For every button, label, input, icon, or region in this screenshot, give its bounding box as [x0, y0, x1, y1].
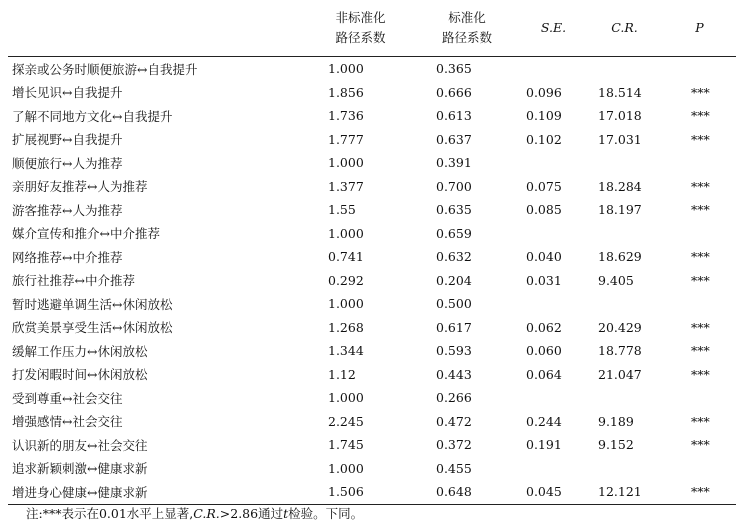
- cell-standardized: 0.372: [436, 437, 472, 453]
- header-standardized-line1: 标准化: [448, 10, 486, 25]
- cell-standardized: 0.266: [436, 390, 472, 406]
- cell-item: 打发闲暇时间↔休闲放松: [12, 367, 148, 383]
- cell-unstandardized: 1.000: [328, 155, 364, 171]
- cell-se: [521, 57, 586, 81]
- cell-cr: [586, 222, 663, 246]
- cell-standardized: 0.204: [436, 272, 472, 288]
- cell-se: 0.040: [526, 249, 562, 265]
- cell-se: 0.191: [526, 437, 562, 453]
- cell-standardized: 0.593: [436, 343, 472, 359]
- cell-item: 缓解工作压力↔休闲放松: [12, 343, 148, 359]
- cell-p: ***: [691, 343, 710, 359]
- cell-cr: 18.629: [598, 249, 642, 265]
- cell-unstandardized: 1.000: [328, 61, 364, 77]
- cell-p: [663, 57, 736, 81]
- table-note: [26, 504, 363, 522]
- table-row: [8, 104, 736, 128]
- cell-p: [663, 386, 736, 410]
- cell-unstandardized: 1.377: [328, 178, 364, 194]
- cell-standardized: 0.472: [436, 413, 472, 429]
- table-row: [8, 245, 736, 269]
- header-item: [8, 0, 308, 57]
- cell-item: 增强感情↔社会交往: [12, 414, 123, 430]
- table-row: [8, 433, 736, 457]
- cell-cr: 18.778: [598, 343, 642, 359]
- cell-standardized: 0.391: [436, 155, 472, 171]
- cell-cr: 12.121: [586, 480, 663, 504]
- cell-unstandardized: 1.000: [328, 460, 364, 476]
- table-row: [8, 269, 736, 293]
- cell-cr: [586, 386, 663, 410]
- cell-p: ***: [691, 437, 710, 453]
- cell-cr: 18.284: [598, 178, 642, 194]
- cell-unstandardized: 1.000: [328, 390, 364, 406]
- cell-standardized: 0.648: [413, 480, 521, 504]
- cell-se: [521, 386, 586, 410]
- note-text-2: >2.86通过: [219, 506, 284, 521]
- cell-p: [663, 151, 736, 175]
- header-unstandardized-line2: 路径系数: [335, 30, 386, 45]
- table-row: [8, 386, 736, 410]
- table-row: [8, 57, 736, 81]
- cell-unstandardized: 1.745: [328, 437, 364, 453]
- cell-unstandardized: 1.777: [328, 131, 364, 147]
- cell-cr: 21.047: [598, 366, 642, 382]
- cell-item: 顺便旅行↔人为推荐: [12, 155, 123, 171]
- table-row: [8, 457, 736, 481]
- cell-p: [663, 457, 736, 481]
- cell-item: 了解不同地方文化↔自我提升: [12, 108, 173, 124]
- cell-unstandardized: 1.55: [328, 202, 356, 218]
- cell-p: ***: [691, 319, 710, 335]
- cell-item: 增长见识↔自我提升: [12, 85, 123, 101]
- cell-p: ***: [691, 249, 710, 265]
- cell-se: 0.109: [526, 108, 562, 124]
- cell-se: 0.102: [526, 131, 562, 147]
- header-unstandardized-line1: 非标准化: [335, 10, 386, 25]
- cell-se: 0.096: [526, 84, 562, 100]
- cell-item: 网络推荐↔中介推荐: [12, 249, 123, 265]
- cell-cr: 18.197: [598, 202, 642, 218]
- table-row: [8, 363, 736, 387]
- cell-standardized: 0.666: [436, 84, 472, 100]
- cell-cr: [586, 57, 663, 81]
- cell-p: ***: [691, 366, 710, 382]
- cell-se: [521, 222, 586, 246]
- cell-unstandardized: 0.741: [328, 249, 364, 265]
- table-row: [8, 128, 736, 152]
- cell-item: 旅行社推荐↔中介推荐: [12, 273, 135, 289]
- cell-unstandardized: 1.000: [328, 225, 364, 241]
- table-row: [8, 410, 736, 434]
- cell-p: ***: [691, 202, 710, 218]
- cell-unstandardized: 1.856: [328, 84, 364, 100]
- cell-cr: 17.031: [598, 131, 642, 147]
- cell-p: [663, 222, 736, 246]
- table-body: [8, 57, 736, 505]
- cell-unstandardized: 1.268: [328, 319, 364, 335]
- cell-cr: 9.152: [598, 437, 634, 453]
- cell-cr: 9.189: [598, 413, 634, 429]
- cell-p: ***: [691, 108, 710, 124]
- cell-item: 追求新颖刺激↔健康求新: [12, 461, 148, 477]
- cell-se: 0.064: [526, 366, 562, 382]
- table-row: [8, 81, 736, 105]
- cell-standardized: 0.365: [436, 61, 472, 77]
- cell-cr: 17.018: [598, 108, 642, 124]
- header-standardized: [413, 0, 521, 57]
- cell-standardized: 0.500: [436, 296, 472, 312]
- cell-cr: 18.514: [598, 84, 642, 100]
- header-standardized-line2: 路径系数: [441, 30, 492, 45]
- table-row: [8, 222, 736, 246]
- cell-se: 0.060: [526, 343, 562, 359]
- cell-se: 0.085: [526, 202, 562, 218]
- cell-se: [521, 292, 586, 316]
- table-row: [8, 316, 736, 340]
- table-row: [8, 339, 736, 363]
- cell-item: 游客推荐↔人为推荐: [12, 202, 123, 218]
- cell-item: 增进身心健康↔健康求新: [8, 480, 308, 504]
- cell-se: 0.045: [521, 480, 586, 504]
- cell-standardized: 0.700: [436, 178, 472, 194]
- cell-standardized: 0.637: [436, 131, 472, 147]
- cell-standardized: 0.455: [436, 460, 472, 476]
- note-text-1: 注:***表示在0.01水平上显著,: [26, 506, 194, 521]
- cell-cr: 9.405: [598, 272, 634, 288]
- cell-cr: [586, 151, 663, 175]
- table-row: [8, 151, 736, 175]
- cell-p: ***: [691, 84, 710, 100]
- cell-se: 0.031: [526, 272, 562, 288]
- cell-item: 认识新的朋友↔社会交往: [12, 437, 148, 453]
- cell-unstandardized: 2.245: [328, 413, 364, 429]
- header-cr: C.R.: [586, 0, 663, 57]
- cell-item: 欣赏美景享受生活↔休闲放松: [12, 320, 173, 336]
- cell-unstandardized: 0.292: [328, 272, 364, 288]
- cell-item: 暂时逃避单调生活↔休闲放松: [12, 296, 173, 312]
- cell-se: [521, 151, 586, 175]
- header-se: S.E.: [521, 0, 586, 57]
- cell-unstandardized: 1.506: [308, 480, 413, 504]
- note-t-label: t: [283, 506, 289, 521]
- table-row: [8, 198, 736, 222]
- cell-se: 0.244: [526, 413, 562, 429]
- cell-se: [521, 457, 586, 481]
- table-header-row: [8, 0, 736, 57]
- cell-standardized: 0.613: [436, 108, 472, 124]
- cell-unstandardized: 1.736: [328, 108, 364, 124]
- cell-se: 0.062: [526, 319, 562, 335]
- cell-p: [663, 292, 736, 316]
- path-coefficient-table: [8, 0, 736, 505]
- cell-p: ***: [691, 178, 710, 194]
- cell-cr: [586, 292, 663, 316]
- cell-item: 扩展视野↔自我提升: [12, 132, 123, 148]
- table-row: [8, 480, 736, 504]
- cell-standardized: 0.617: [436, 319, 472, 335]
- header-p: P: [663, 0, 736, 57]
- cell-cr: 20.429: [598, 319, 642, 335]
- cell-standardized: 0.443: [436, 366, 472, 382]
- cell-item: 亲朋好友推荐↔人为推荐: [12, 179, 148, 195]
- cell-item: 探亲或公务时顺便旅游↔自我提升: [12, 61, 198, 77]
- cell-p: ***: [691, 272, 710, 288]
- header-unstandardized: [308, 0, 413, 57]
- cell-cr: [586, 457, 663, 481]
- cell-se: 0.075: [526, 178, 562, 194]
- table-row: [8, 292, 736, 316]
- note-cr-label: C.R.: [193, 506, 220, 521]
- cell-item: 媒介宣传和推介↔中介推荐: [12, 226, 160, 242]
- table-row: [8, 175, 736, 199]
- cell-unstandardized: 1.344: [328, 343, 364, 359]
- cell-standardized: 0.659: [436, 225, 472, 241]
- cell-unstandardized: 1.000: [328, 296, 364, 312]
- cell-standardized: 0.632: [436, 249, 472, 265]
- cell-p: ***: [663, 480, 736, 504]
- cell-p: ***: [691, 131, 710, 147]
- cell-item: 受到尊重↔社会交往: [12, 390, 123, 406]
- note-text-3: 检验。下同。: [288, 506, 364, 521]
- cell-standardized: 0.635: [436, 202, 472, 218]
- cell-p: ***: [691, 413, 710, 429]
- cell-unstandardized: 1.12: [328, 366, 356, 382]
